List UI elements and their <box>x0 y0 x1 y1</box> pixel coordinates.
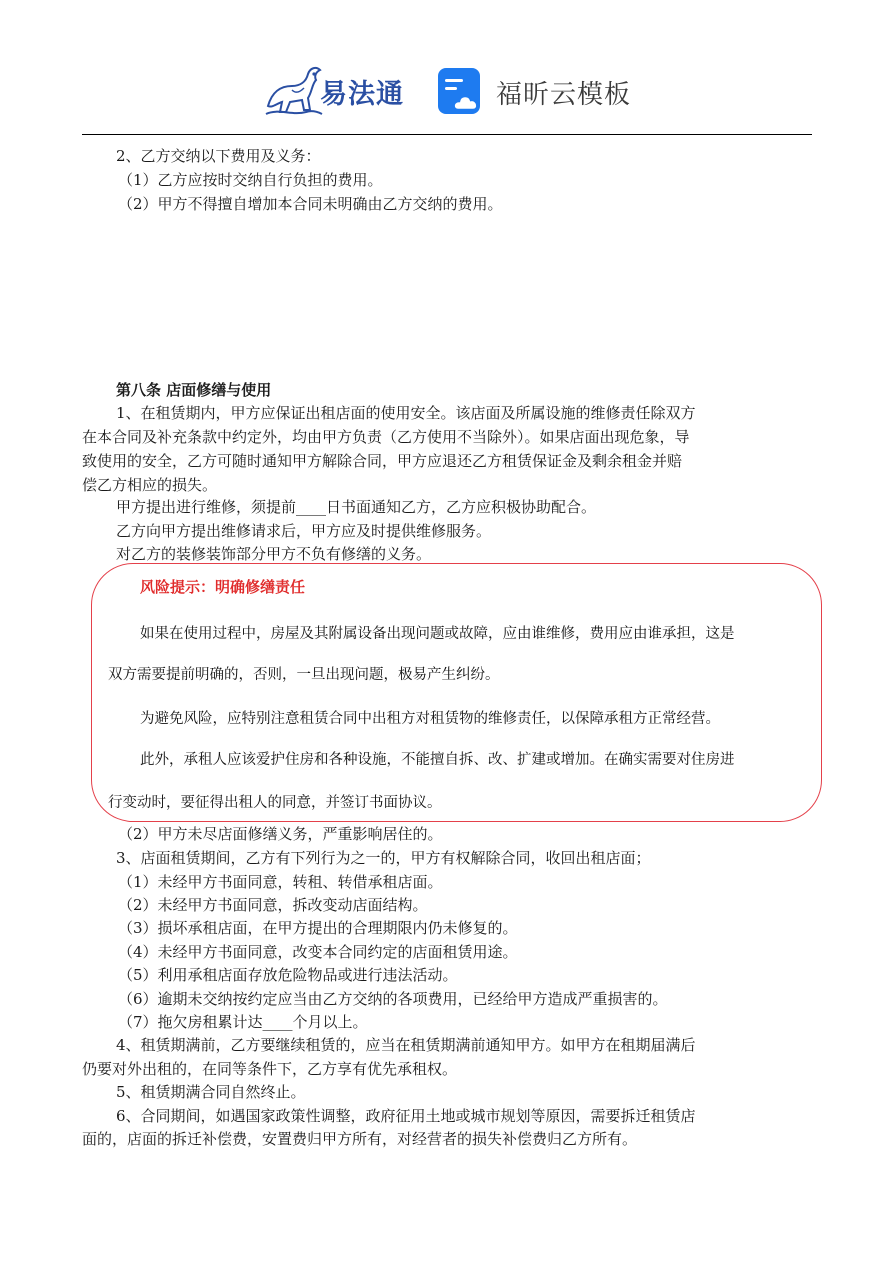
article-8-p4: 对乙方的装修装饰部分甲方不负有修缮的义务。 <box>116 545 432 563</box>
risk-tip-line-2: 双方需要提前明确的，否则，一旦出现问题，极易产生纠纷。 <box>108 667 500 683</box>
risk-tip-line-4: 此外，承租人应该爱护住房和各种设施，不能擅自拆、改、扩建或增加。在确实需要对住房进 <box>140 752 735 768</box>
demolition-line-2: 面的，店面的拆迁补偿费，安置费归甲方所有，对经营者的损失补偿费归乙方所有。 <box>82 1130 638 1148</box>
article-8-p1-line2: 在本合同及补充条款中约定外，均由甲方负责（乙方使用不当除外）。如果店面出现危象，导 <box>82 428 690 446</box>
article-8-p1-line4: 偿乙方相应的损失。 <box>82 476 218 494</box>
list-item: （5）利用承租店面存放危险物品或进行违法活动。 <box>118 966 458 984</box>
article-8-p3-heading: 3、店面租赁期间，乙方有下列行为之一的，甲方有权解除合同，收回出租店面； <box>116 849 651 867</box>
renewal-line-1: 4、租赁期满前，乙方要继续租赁的，应当在租赁期满前通知甲方。如甲方在租期届满后 <box>116 1036 696 1054</box>
list-item: （2）未经甲方书面同意，拆改变动店面结构。 <box>118 896 428 914</box>
expiry-clause: 5、租赁期满合同自然终止。 <box>116 1083 306 1101</box>
risk-tip-line-3: 为避免风险，应特别注意租赁合同中出租方对租赁物的维修责任，以保障承租方正常经营。 <box>140 711 720 727</box>
logo2-text: 福昕云模板 <box>496 80 632 110</box>
termination-item-2: （2）甲方未尽店面修缮义务，严重影响居住的。 <box>118 825 443 843</box>
qilin-icon <box>262 62 324 118</box>
article-8-p1-line3: 致使用的安全，乙方可随时通知甲方解除合同，甲方应退还乙方租赁保证金及剩余租金并赔 <box>82 452 683 470</box>
fee-item-2: （2）甲方不得擅自增加本合同未明确由乙方交纳的费用。 <box>118 195 503 213</box>
article-8-title: 第八条 店面修缮与使用 <box>116 381 272 399</box>
article-8-p2: 甲方提出进行维修，须提前____日书面通知乙方，乙方应积极协助配合。 <box>116 498 597 516</box>
fee-heading: 2、乙方交纳以下费用及义务： <box>116 147 321 165</box>
article-8-p1-line1: 1、在租赁期内，甲方应保证出租店面的使用安全。该店面及所属设施的维修责任除双方 <box>116 404 696 422</box>
risk-tip-line-5: 行变动时，要征得出租人的同意，并签订书面协议。 <box>108 795 442 811</box>
foxit-template-logo <box>436 66 646 118</box>
list-item: （3）损坏承租店面，在甲方提出的合理期限内仍未修复的。 <box>118 919 518 937</box>
cloud-doc-icon <box>436 66 486 116</box>
risk-tip-line-1: 如果在使用过程中，房屋及其附属设备出现问题或故障，应由谁维修，费用应由谁承担，这是 <box>140 626 735 642</box>
list-item: （4）未经甲方书面同意，改变本合同约定的店面租赁用途。 <box>118 943 518 961</box>
article-8-p3: 乙方向甲方提出维修请求后，甲方应及时提供维修服务。 <box>116 522 492 540</box>
list-item: （6）逾期未交纳按约定应当由乙方交纳的各项费用，已经给甲方造成严重损害的。 <box>118 990 668 1008</box>
header-divider <box>82 134 812 135</box>
list-item: （7）拖欠房租累计达____个月以上。 <box>118 1013 368 1031</box>
logo1-text: 易法通 <box>320 79 404 110</box>
page-header <box>0 0 893 136</box>
demolition-line-1: 6、合同期间，如遇国家政策性调整，政府征用土地或城市规划等原因，需要拆迁租赁店 <box>116 1107 696 1125</box>
renewal-line-2: 仍要对外出租的，在同等条件下，乙方享有优先承租权。 <box>82 1060 458 1078</box>
yifatong-logo <box>262 62 412 118</box>
risk-tip-box <box>91 563 822 822</box>
risk-tip-title: 风险提示：明确修缮责任 <box>140 578 306 596</box>
list-item: （1）未经甲方书面同意，转租、转借承租店面。 <box>118 873 443 891</box>
fee-item-1: （1）乙方应按时交纳自行负担的费用。 <box>118 171 383 189</box>
